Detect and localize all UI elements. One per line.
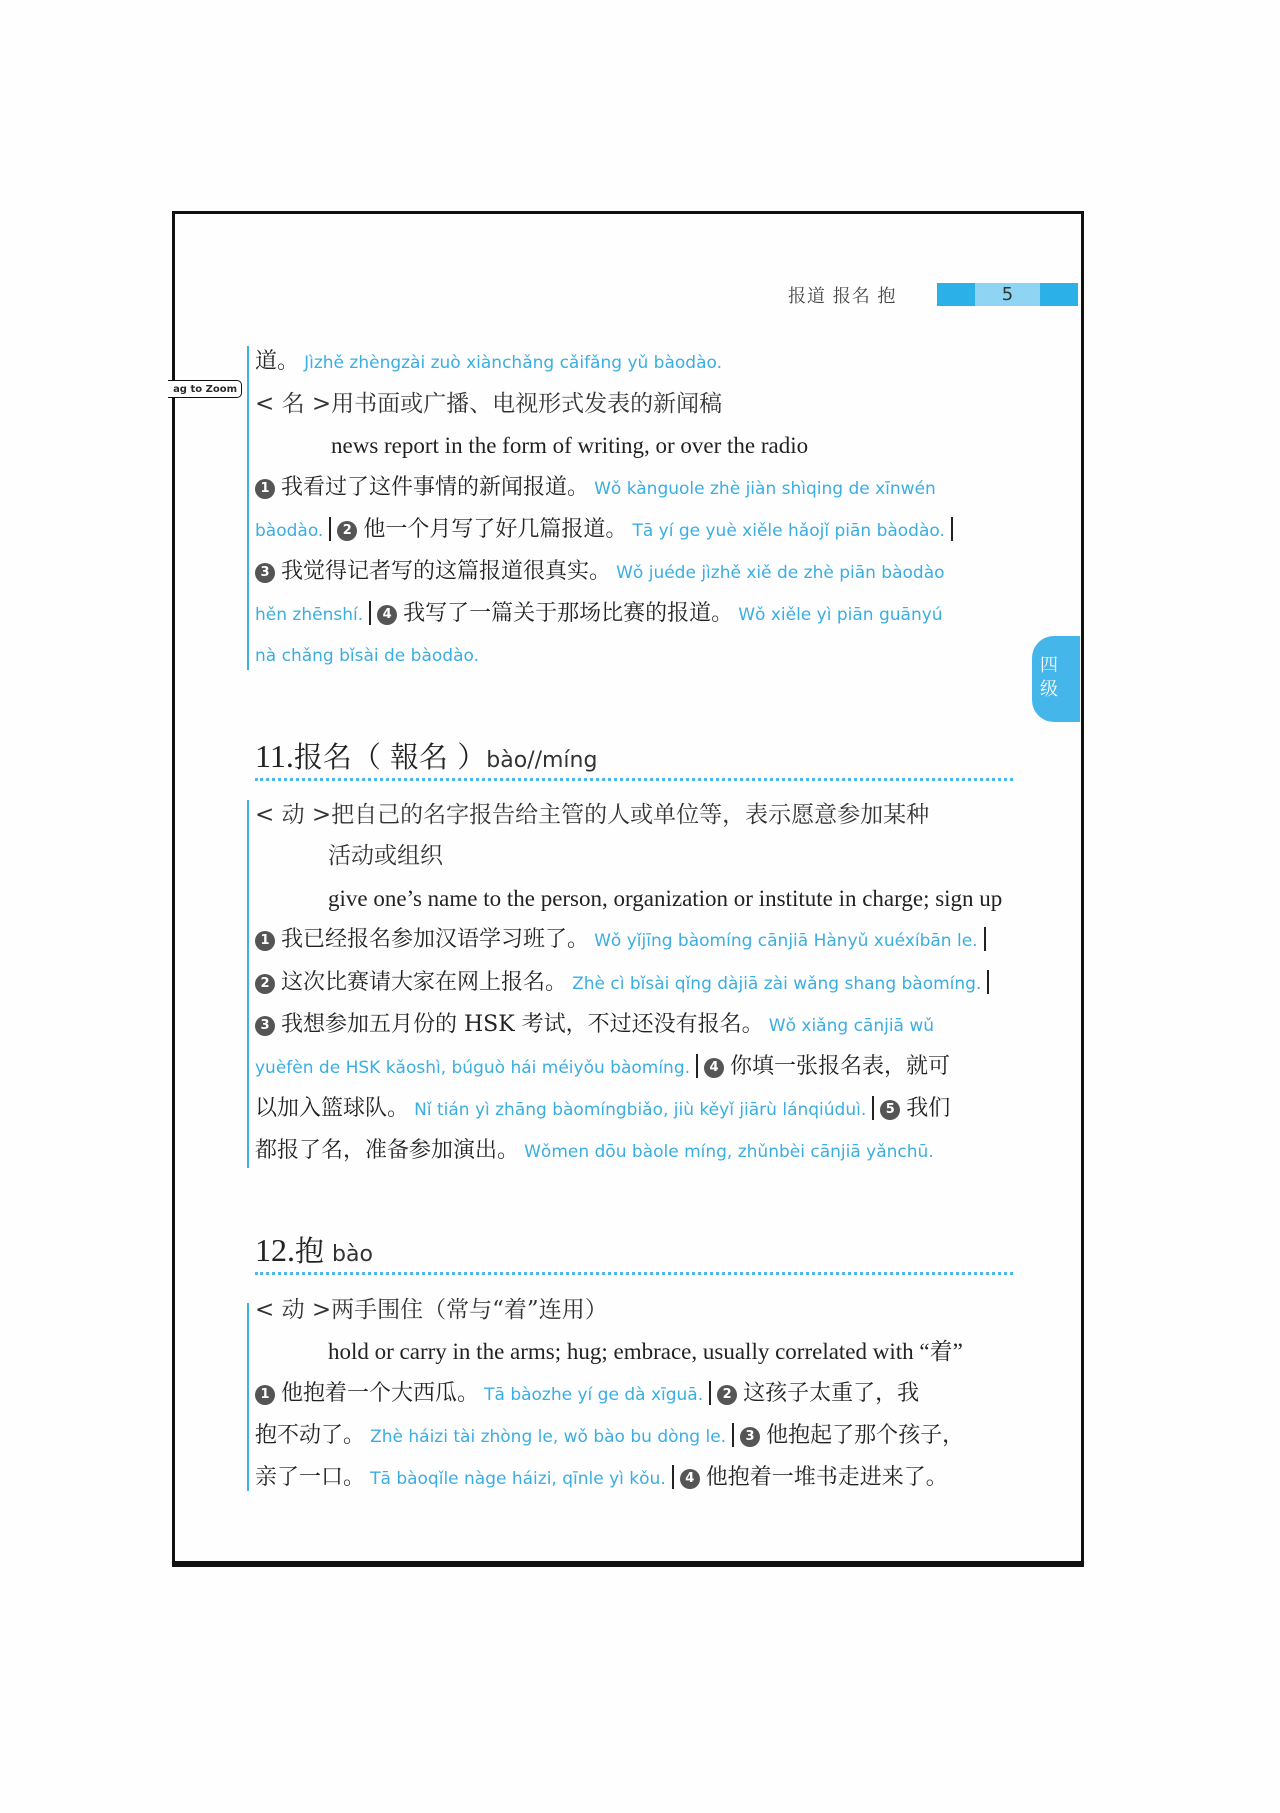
separator [709,1381,711,1405]
separator [329,517,331,541]
example-line [255,599,943,629]
example-zh: 都报了名，准备参加演出。 [255,1138,520,1163]
separator [732,1423,734,1447]
example-py: Zhè cì bǐsài qǐng dàjiā zài wǎng shang bàomíng. [572,974,982,994]
definition-en: give one’s name to the person, organization or institute in charge; sign up [328,886,1003,911]
entry-10-definition-en [331,431,808,461]
definition-zh: 活动或组织 [328,843,443,869]
header-bar-right [1040,283,1078,306]
example-zh: 他抱着一堆书走进来了。 [705,1465,948,1490]
example-number-badge: 3 [740,1427,760,1447]
example-number-badge: 4 [377,605,397,625]
example-py: hěn zhēnshí. [255,605,364,625]
level-tab[interactable] [1032,636,1080,722]
example-zh: 以加入篮球队。 [255,1096,410,1121]
example-number-badge: 4 [680,1469,700,1489]
entry-12-heading [255,1229,373,1270]
example-line [255,1136,934,1166]
example-number-badge: 1 [255,1385,275,1405]
example-zh: 你填一张报名表，就可 [730,1054,951,1079]
entry-12-definition-en [328,1337,963,1367]
entry-number: 11. [255,738,294,774]
entry-11-definition-cont [328,841,443,871]
entry-11-definition-en [328,884,1002,914]
entry-10-cont-py: Jìzhě zhèngzài zuò xiànchǎng cǎifǎng yǔ bàodào. [304,353,723,373]
example-py: Zhè háizi tài zhòng le, wǒ bào bu dòng le. [370,1427,727,1447]
example-line [255,1052,950,1082]
example-py: Wǒ xiěle yì piān guānyú [738,605,943,625]
entry-10-cont-line [255,347,722,377]
example-line [255,1010,934,1040]
example-number-badge: 1 [255,931,275,951]
entry-10-definition [255,389,722,419]
example-line [255,968,995,998]
example-line [255,1463,948,1493]
level-tab-line2: 级 [1040,679,1058,700]
example-zh: 我想参加五月份的 HSK 考试，不过还没有报名。 [281,1012,764,1037]
definition-zh: 把自己的名字报告给主管的人或单位等，表示愿意参加某种 [331,802,930,828]
example-zh: 这孩子太重了，我 [743,1381,920,1406]
example-py: Tā bàozhe yí ge dà xīguā. [484,1385,704,1405]
separator [951,517,953,541]
headword-zh: 抱 [295,1234,325,1268]
example-zh: 这次比赛请大家在网上报名。 [281,970,568,995]
separator [984,927,986,951]
entry-number: 12. [255,1232,295,1268]
example-zh: 他一个月写了好几篇报道。 [363,517,628,542]
pos-tag: < 名 > [255,391,332,417]
example-number-badge: 3 [255,1016,275,1036]
example-zh: 抱不动了。 [255,1423,366,1448]
entry-11-definition [255,800,929,830]
example-py: nà chǎng bǐsài de bàodào. [255,646,479,666]
example-number-badge: 3 [255,563,275,583]
heading-divider [255,1272,1013,1275]
pos-tag: < 动 > [255,802,332,828]
drag-to-zoom-button[interactable]: ag to Zoom [168,380,242,398]
example-line [255,473,936,503]
example-zh: 我写了一篇关于那场比赛的报道。 [403,601,734,626]
definition-zh: 用书面或广播、电视形式发表的新闻稿 [331,391,723,417]
example-line [255,1094,950,1124]
example-py: yuèfèn de HSK kǎoshì, búguò hái méiyǒu bàomíng. [255,1058,691,1078]
example-py: Tā yí ge yuè xiěle hǎojǐ piān bàodào. [632,521,945,541]
entry-12-definition [255,1295,608,1325]
example-zh: 我看过了这件事情的新闻报道。 [281,475,590,500]
headword-py: bào [332,1242,373,1267]
example-py: Tā bàoqǐle nàge háizi, qīnle yì kǒu. [370,1469,666,1489]
example-number-badge: 4 [704,1058,724,1078]
definition-en: news report in the form of writing, or over the radio [331,433,809,458]
separator [987,970,989,994]
example-line [255,557,945,587]
example-number-badge: 2 [337,521,357,541]
pos-tag: < 动 > [255,1297,332,1323]
example-line [255,1379,919,1409]
example-py: Wǒ juéde jìzhě xiě de zhè piān bàodào [616,563,945,583]
page-number: 5 [975,283,1040,306]
example-py: Wǒ kànguole zhè jiàn shìqing de xīnwén [594,479,936,499]
example-zh: 我们 [906,1096,951,1121]
separator [872,1096,874,1120]
example-line [255,641,479,671]
example-zh: 他抱着一个大西瓜。 [281,1381,480,1406]
headword-py: bào//míng [486,748,598,773]
example-py: Wǒ xiǎng cānjiā wǔ [768,1016,935,1036]
example-number-badge: 1 [255,479,275,499]
entry-12-left-bar [247,1303,249,1491]
entry-10-cont-zh: 道。 [255,349,300,374]
example-number-badge: 5 [880,1100,900,1120]
example-py: Wǒmen dōu bàole míng, zhǔnbèi cānjiā yǎnchū. [524,1142,934,1162]
example-zh: 他抱起了那个孩子， [766,1423,965,1448]
example-number-badge: 2 [255,974,275,994]
entry-10-left-bar [247,346,249,670]
example-zh: 我已经报名参加汉语学习班了。 [281,927,590,952]
example-py: Wǒ yǐjīng bàomíng cānjiā Hànyǔ xuéxíbān le. [594,931,978,951]
example-line [255,925,992,955]
example-number-badge: 2 [717,1385,737,1405]
entry-11-heading [255,735,597,776]
header-bar-left [937,283,975,306]
entry-11-left-bar [247,800,249,1168]
separator [696,1054,698,1078]
running-header: 报道 报名 抱 [788,286,897,307]
example-line [255,515,959,545]
definition-zh: 两手围住（常与“着”连用） [331,1297,608,1323]
example-zh: 我觉得记者写的这篇报道很真实。 [281,559,612,584]
example-py: Nǐ tián yì zhāng bàomíngbiǎo, jiù kěyǐ jiārù lánqiúduì. [414,1100,867,1120]
example-py: bàodào. [255,521,324,541]
separator [369,601,371,625]
example-zh: 亲了一口。 [255,1465,366,1490]
example-line [255,1421,964,1451]
headword-zh: 报名（ 報名 ） [293,740,487,774]
level-tab-line1: 四 [1040,655,1058,676]
heading-divider [255,778,1013,781]
definition-en: hold or carry in the arms; hug; embrace, usually correlated with “着” [328,1339,963,1364]
separator [672,1465,674,1489]
